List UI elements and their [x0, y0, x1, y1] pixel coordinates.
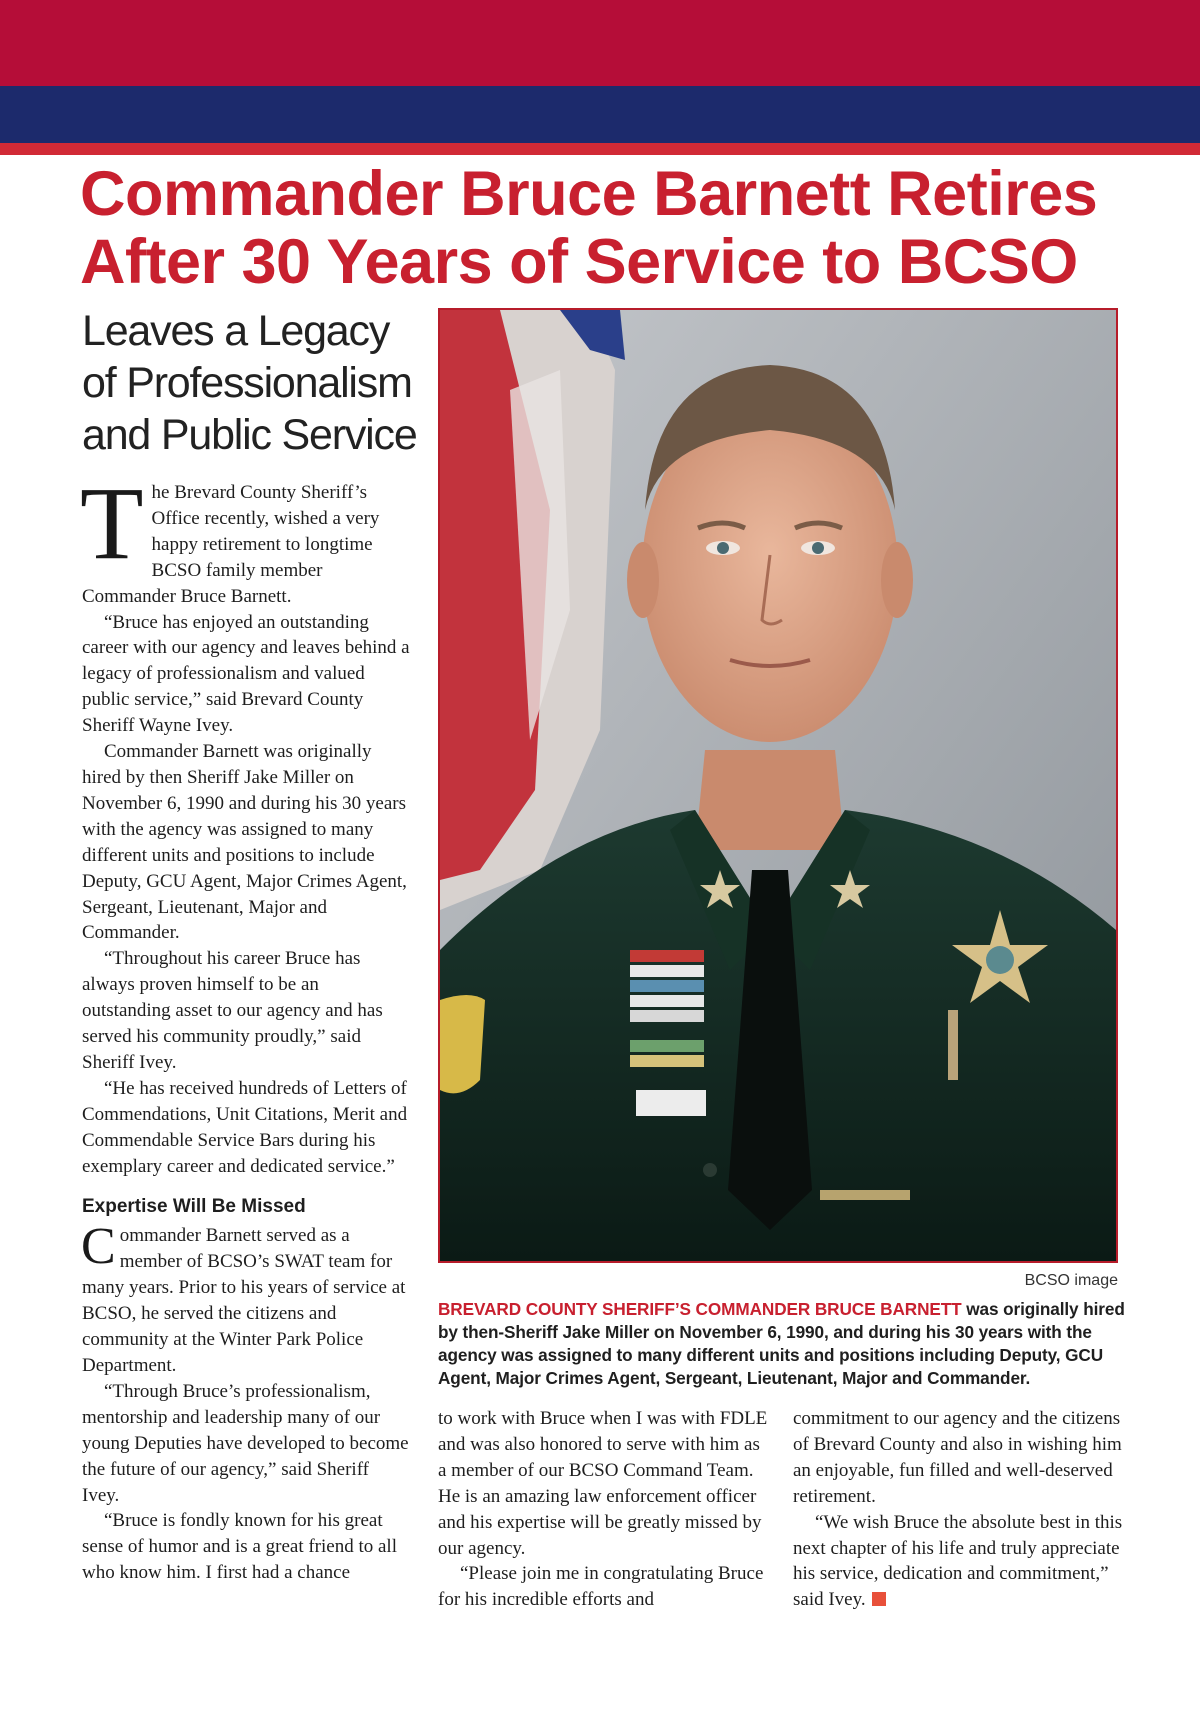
article-column-middle — [438, 1406, 768, 1613]
paragraph-1 — [80, 466, 410, 610]
portrait-illustration — [440, 310, 1116, 1261]
paragraph-8-continued: to work with Bruce when I was with FDLE and was also honored to serve with him as a member of our BCSO Command Team. He is an amazing law enforcement officer and his expertise will be greatly missed by our agency. — [438, 1408, 768, 1559]
caption-text: was originally hired by then-Sheriff Jake Miller on November 6, 1990, and during his 30 years with the agency was assigned to many different units and positions including Deputy, GCU Agent, Major Crimes Agent, Sergeant, Lieutenant, Major and Commander. — [438, 1299, 1125, 1388]
caption-lead: BREVARD COUNTY SHERIFF’S COMMANDER BRUCE BARNETT — [438, 1299, 962, 1319]
paragraph-6-text: ommander Barnett served as a member of BCSO’s SWAT team for many years. Prior to his years of service at BCSO, he served the citizens and community at the Winter Park Police Department. — [82, 1225, 406, 1376]
paragraph-2: “Bruce has enjoyed an outstanding career with our agency and leaves behind a legacy of professionalism and valued public service,” said Brevard County Sheriff Wayne Ivey. — [82, 611, 410, 737]
photo-credit: BCSO image — [1024, 1272, 1118, 1289]
paragraph-9-continued: commitment to our agency and the citizens of Brevard County and also in wishing him an enjoyable, fun filled and well-deserved retirement. — [793, 1408, 1122, 1507]
paragraph-4: “Throughout his career Bruce has always proven himself to be an outstanding asset to our agency and has served his community proudly,” said Sheriff Ivey. — [82, 948, 383, 1073]
paragraph-8: “Bruce is fondly known for his great sense of humor and is a great friend to all who know him. I first had a chance — [82, 1510, 397, 1584]
portrait-photo — [438, 308, 1118, 1263]
headline-line-2: After 30 Years of Service to BCSO — [80, 227, 1078, 297]
header-band-stripe — [0, 143, 1200, 155]
article-column-right — [793, 1406, 1123, 1613]
section-heading: Expertise Will Be Missed — [82, 1196, 306, 1218]
paragraph-6 — [81, 1218, 410, 1378]
paragraph-1-text: he Brevard County Sheriff’s Office recently, wished a very happy retirement to longtime BCSO family member Commander Bruce Barnett. — [82, 482, 380, 607]
paragraph-10 — [793, 1510, 1123, 1614]
paragraph-3: Commander Barnett was originally hired by then Sheriff Jake Miller on November 6, 1990 and during his 30 years with the agency was assigned to many different units and positions to include Deputy, GCU Agent, Major Crimes Agent, Sergeant, Lieutenant, Major and Commander. — [82, 741, 407, 944]
subhead-line-1: Leaves a Legacy — [82, 307, 390, 355]
subheadline — [82, 305, 417, 461]
subhead-line-2: of Professionalism — [82, 359, 412, 407]
photo-caption — [438, 1298, 1128, 1390]
header-band-red — [0, 0, 1200, 86]
subhead-line-3: and Public Service — [82, 411, 417, 459]
paragraph-9: “Please join me in congratulating Bruce for his incredible efforts and — [438, 1563, 764, 1611]
headline-line-1: Commander Bruce Barnett Retires — [80, 159, 1098, 229]
header-band-blue — [0, 86, 1200, 143]
paragraph-5: “He has received hundreds of Letters of Commendations, Unit Citations, Merit and Commendable Service Bars during his exemplary career and dedicated service.” — [82, 1077, 408, 1177]
headline — [80, 160, 1160, 296]
drop-cap: C — [81, 1218, 116, 1276]
drop-cap: T — [80, 466, 144, 581]
article-column-left — [80, 466, 410, 1586]
paragraph-10-text: “We wish Bruce the absolute best in this next chapter of his life and truly appreciate his service, dedication and commitment,” said Ivey. — [793, 1511, 1123, 1611]
end-of-article-mark — [872, 1592, 886, 1606]
paragraph-7: “Through Bruce’s professionalism, mentorship and leadership many of our young Deputies have developed to become the future of our agency,” said Sheriff Ivey. — [82, 1380, 409, 1506]
